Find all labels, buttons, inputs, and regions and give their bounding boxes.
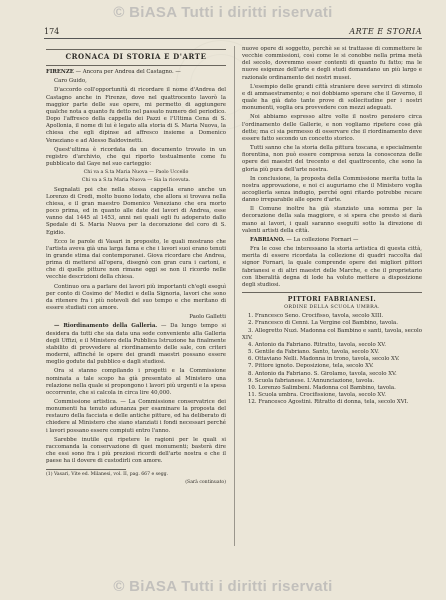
paragraph: Segnalati poi che nella stessa cappella erano anche un Lorenzo di Credi, molto buono lodato, che allora si trovava nella chiesa, e il gran maestro Domenico Veneziano che era morto poco prima, ed in quanto alle date dei lavori di Andrea, esse vanno dal 1445 al 1453, anni nei quali egli fu adoperato dallo Spedale di S. Maria Nuova per la decorazione del coro di S. Egidio. (46, 186, 226, 236)
list-item: 11. Scuola umbra. Crocifissione, tavola, secolo XV. (248, 392, 386, 399)
subsection-title: — Ancora per Andrea del Castagno. — (75, 69, 181, 76)
title-rule-top (46, 49, 226, 50)
list-item: 6. Ottaviano Nelli. Madonna in trono, tavola, secolo XV. (248, 356, 400, 363)
subsection-label: FABRIANO. (250, 236, 285, 243)
watermark-top: © BiASA Tutti i diritti riservati (113, 4, 333, 21)
subsection-label: — Riordinamento della Galleria. (54, 323, 158, 330)
signature: Paolo Galletti (189, 314, 226, 321)
paragraph: Il Comune inoltre ha già stanziato una somma per la decorazione della sala maggiore, e si spera che presto si darà mano ai lavori, i quali saranno eseguiti sotto la direzione di valenti artisti della città. (242, 206, 422, 234)
list-item: 9. Scuola fabrianese. L'Annunciazione, tavola. (248, 377, 375, 384)
column-divider (234, 46, 235, 546)
right-column (242, 46, 422, 406)
subsection-heading-galleria (46, 323, 226, 366)
section-title: CRONACA DI STORIA E D'ARTE (65, 52, 207, 61)
footnote-rule (46, 469, 126, 470)
list-item: 2. Francesco di Cenni. La Vergine col Bambino, tavola. (248, 320, 398, 327)
section-title: PITTORI FABRIANESI. (287, 296, 377, 303)
salutation: Caro Guido, (54, 78, 87, 85)
subsection-heading-firenze (46, 69, 226, 76)
page-number: 174 (44, 27, 60, 36)
quoted-line: Chi va a S.ta Maria Nuova — Paolo Uccello (83, 170, 189, 176)
paragraph: D'accordo coll'opportunità di ricordare il nome d'Andrea del Castagno anche in Firenze, dove nel quattrocento lavorò la maggior parte delle sue opere, mi permetto di aggiungere qualche nota a quanto fu detto nel passato numero del periodico. Dopo l'affresco della cappella dei Pazzi e l'Ultima Cena di S. Apollonia, il nome di lui è legato alla storia di S. Maria Nuova, la chiesa che egli dipinse ad affresco insieme a Domenico Veneziano e ad Alesso Baldovinetti. (46, 87, 226, 144)
quoted-line: Chi va a S.ta Maria Nuova — Sia la ricevuta. (81, 178, 191, 184)
list-item: 10. Lorenzo Salimbeni. Madonna col Bambino, tavola. (248, 384, 396, 391)
subsection-label: FIRENZE (46, 69, 74, 76)
list-item: 12. Francesco Agostini. Ritratto di donna, tela, secolo XVI. (248, 399, 409, 406)
paragraph: Sarebbe inutile qui ripetere le ragioni per le quali si raccomanda la conservazione di quei monumenti; basterà dire che essi sono fra i più preziosi ricordi dell'arte nostra e che il paese ha il dovere di custodirli con amore. (46, 436, 226, 465)
list-item: 1. Francesco Seno. Crocifisso, tavola, secolo XIII. (248, 313, 384, 320)
running-header (44, 26, 422, 39)
painters-list (242, 313, 422, 406)
paragraph: In conclusione, la proposta della Commissione merita tutta la nostra approvazione, e noi ci auguriamo che il Ministero voglia accoglierla senza indugio, perché ogni ritardo potrebbe recare danno irreparabile alle opere d'arte. (242, 175, 422, 204)
list-item: 7. Pittore ignoto. Deposizione, tela, secolo XV. (248, 363, 374, 370)
paragraph: Ecco le parole di Vasari in proposito, le quali mostrano che l'artista aveva già una larga fama e che i lavori suoi erano tenuti in grande stima dai contemporanei. Giova ricordare che Andrea, prima di mettersi all'opera, disegnò con gran cura i cartoni, e che di quelle pitture non rimane oggi se non il ricordo nelle vecchie descrizioni della chiesa. (46, 238, 226, 281)
footnote: (1) Vasari, Vite ed. Milanesi, vol. II, pag. 667 e segg. (46, 472, 169, 478)
section-subtitle: ORDINE DELLA SCUOLA UMBRA. (284, 305, 380, 311)
section-rule (242, 292, 422, 293)
left-column (46, 46, 226, 488)
running-title: ARTE E STORIA (349, 27, 422, 36)
paragraph-text: — Da lungo tempo si desidera da tutti che sia data una sede conveniente alla Galleria degli Uffizi, e il Ministero della Pubblica Istruzione ha finalmente stabilito di provvedere al riordinamento delle sale, con criteri moderni, affinché le opere dei grandi maestri possano essere meglio godute dal pubblico e dagli studiosi. (46, 323, 226, 366)
paragraph: Fra le cose che interessano la storia artistica di questa città, merita di essere ricordata la collezione di quadri raccolta dal signor Fornari, la quale comprende opere dei migliori pittori fabrianesi e di altri maestri delle Marche, e che il proprietario con liberalità degna di lode ha voluto mettere a disposizione degli studiosi. (242, 246, 422, 288)
continuation-note: (Sarà continuato) (185, 480, 226, 486)
list-item: 8. Antonio da Fabriano. S. Girolamo, tavola, secolo XV. (248, 370, 397, 377)
paragraph: L'esempio delle grandi città straniere deve servirci di stimolo e di ammaestramento; e noi dobbiamo sperare che il Governo, il quale ha già dato tante prove di sollecitudine per i nostri monumenti, voglia ora provvedere con mezzi adeguati. (242, 83, 422, 112)
paragraph: nuove opere di soggetto, perchè se si trattasse di commettere le vecchie commissioni, così come le si conobbe nella prima metà del secolo, dovremmo esser contenti di quanto fu fatto; ma le nuove esigenze dell'arte e degli studi domandano un più largo e razionale ordinamento dei nostri musei. (242, 46, 422, 81)
paragraph: Ora si stanno compilando i progetti e la Commissione nominata a tale scopo ha già presentato al Ministero una relazione nella quale si propongono i lavori più urgenti e la spesa occorrente, che si calcola in circa lire 40,000. (46, 368, 226, 396)
paragraph: Commissione artistica. — La Commissione conservatrice dei monumenti ha tenuto adunanza per esaminare la proposta del restauro della facciata e delle antiche pitture, ed ha deliberato di chiedere al Ministero che siano stanziati i fondi necessari perché i lavori possano essere compiuti entro l'anno. (46, 398, 226, 434)
list-item: 3. Allegretto Nuzi. Madonna col Bambino e santi, tavola, secolo XIV. (242, 327, 422, 341)
subsection-title: — La collezione Fornari — (286, 236, 359, 243)
paragraph: Quest'ultima è ricordata da un documento trovato in un registro d'archivio, che qui riporto testualmente come fu pubblicato dal Gaye nel suo carteggio: (46, 146, 226, 168)
list-item: 4. Antonio da Fabriano. Ritratto, tavola, secolo XV. (248, 341, 386, 348)
title-rule-bottom (46, 65, 226, 66)
watermark-bottom: © BiASA Tutti i diritti riservati (113, 578, 333, 595)
paragraph: Tutti sanno che la storia della pittura toscana, e specialmente fiorentina, non può essere compresa senza la conoscenza delle opere dei maestri del trecento e del quattrocento, che sono la gloria più pura dell'arte nostra. (242, 145, 422, 173)
paragraph: Noi abbiamo espresso altre volte il nostro pensiero circa l'ordinamento delle Gallerie, e non vogliamo ripetere cose già dette; ma ci sia permesso di osservare che il riordinamento deve essere fatto secondo un concetto storico. (242, 114, 422, 142)
list-item: 5. Gentile da Fabriano. Santo, tavola, secolo XV. (248, 349, 379, 356)
paragraph: Continuo ora a parlare dei lavori più importanti ch'egli eseguì per conto di Cosimo de' Medici e della Signoria, lavori che sono da ritenere fra i più notevoli del suo tempo e che meritano di essere studiati con amore. (46, 283, 226, 312)
subsection-heading-fabriano (242, 237, 422, 244)
